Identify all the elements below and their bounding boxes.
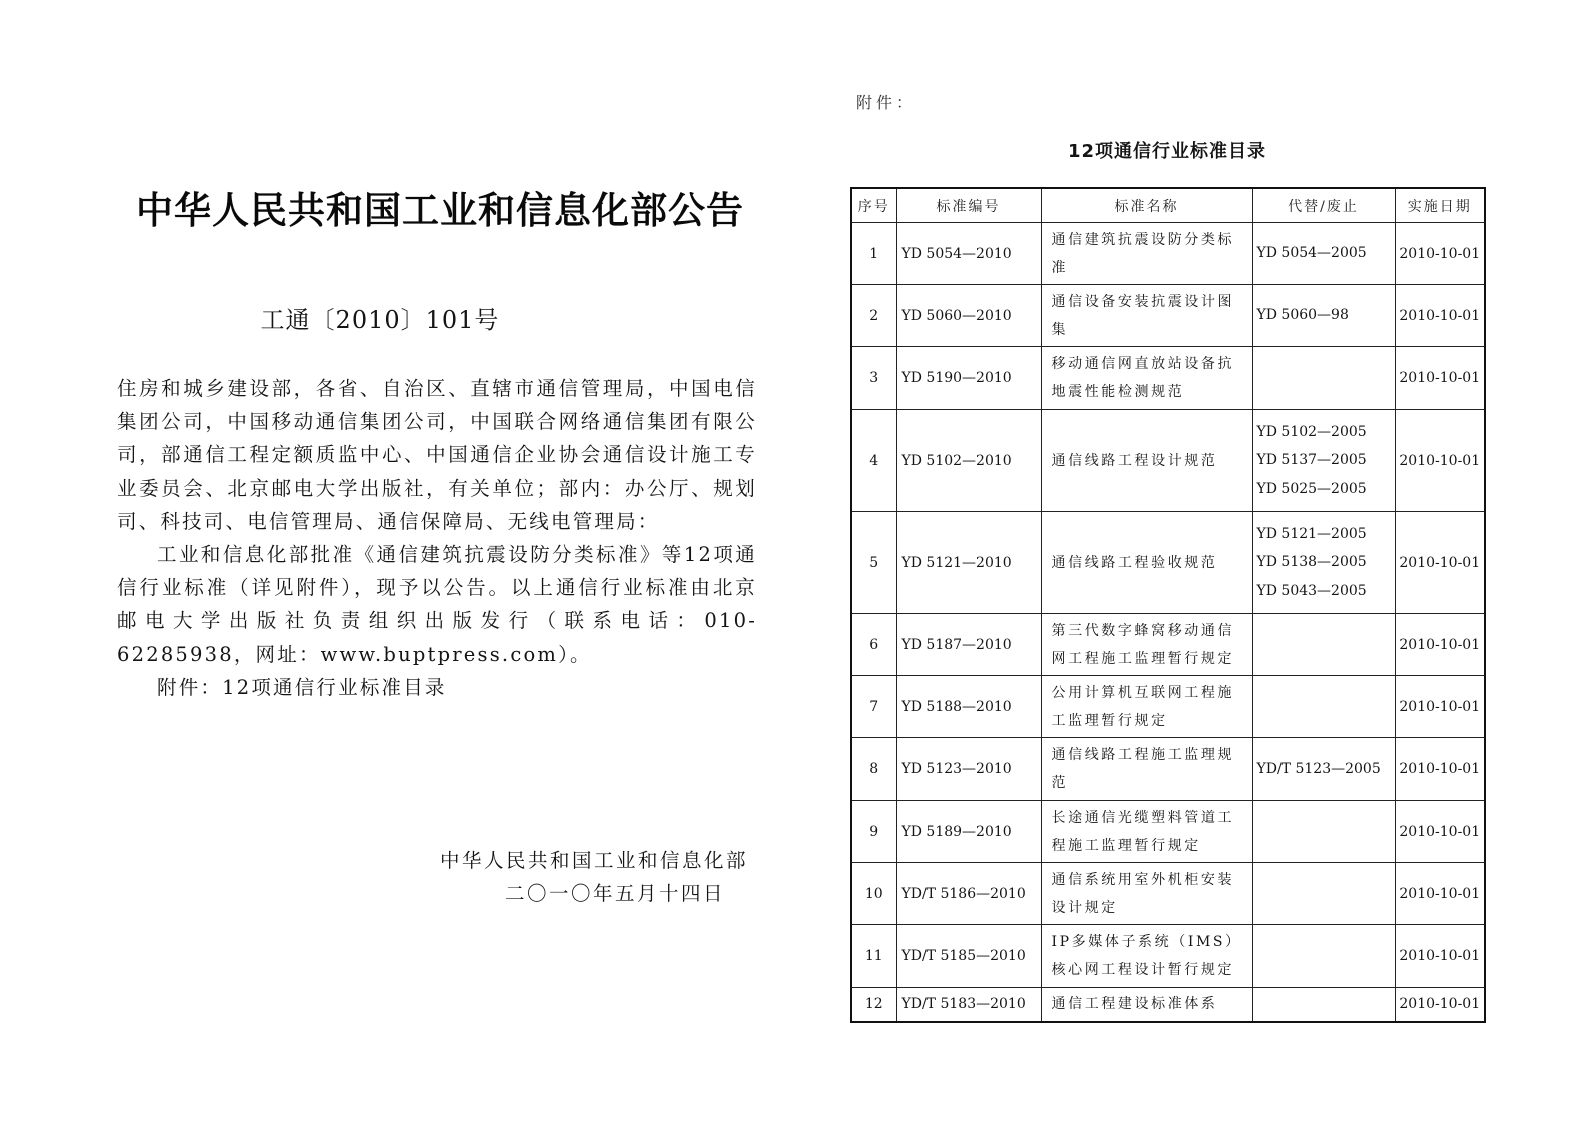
table-row <box>851 863 1485 925</box>
cell-code: YD/T 5183—2010 <box>896 988 1041 1022</box>
cell-name: 移动通信网直放站设备抗地震性能检测规范 <box>1041 347 1252 410</box>
table-row <box>851 285 1485 347</box>
cell-no: 11 <box>851 925 896 988</box>
replaced-standard: YD 5054—2005 <box>1256 245 1367 262</box>
cell-replaces <box>1252 863 1395 925</box>
cell-replaces <box>1252 410 1395 512</box>
standards-table <box>850 187 1486 1023</box>
cell-date: 2010-10-01 <box>1395 925 1485 988</box>
cell-date: 2010-10-01 <box>1395 614 1485 676</box>
cell-code: YD 5190—2010 <box>896 347 1041 410</box>
cell-no: 10 <box>851 863 896 925</box>
cell-date: 2010-10-01 <box>1395 801 1485 863</box>
table-row <box>851 738 1485 801</box>
cell-code: YD 5187—2010 <box>896 614 1041 676</box>
cell-replaces <box>1252 512 1395 614</box>
table-row <box>851 988 1485 1022</box>
cell-replaces <box>1252 676 1395 738</box>
cell-no: 6 <box>851 614 896 676</box>
page-title: 中华人民共和国工业和信息化部公告 <box>136 189 744 232</box>
replaced-standard: YD 5102—2005 <box>1256 423 1367 440</box>
replaced-standard: YD/T 5123—2005 <box>1256 760 1381 777</box>
cell-code: YD 5054—2010 <box>896 223 1041 285</box>
cell-replaces <box>1252 738 1395 801</box>
replaced-standard: YD 5043—2005 <box>1256 582 1367 599</box>
cell-replaces <box>1252 223 1395 285</box>
attachment-note: 附件：12项通信行业标准目录 <box>157 675 447 699</box>
table-row <box>851 676 1485 738</box>
cell-name: 通信系统用室外机柜安装设计规定 <box>1041 863 1252 925</box>
cell-name: 通信设备安装抗震设计图集 <box>1041 285 1252 347</box>
cell-name: IP多媒体子系统（IMS）核心网工程设计暂行规定 <box>1041 925 1252 988</box>
header-replaces: 代替/废止 <box>1252 188 1395 223</box>
table-row <box>851 347 1485 410</box>
cell-name: 通信工程建设标准体系 <box>1041 988 1252 1022</box>
cell-code: YD 5189—2010 <box>896 801 1041 863</box>
main-paragraph: 工业和信息化部批准《通信建筑抗震设防分类标准》等12项通信行业标准（详见附件），现予以公告。以上通信行业标准由北京邮电大学出版社负责组织出版发行（联系电话：010-62285938，网址：www.buptpress.com）。 <box>117 543 757 666</box>
header-code: 标准编号 <box>896 188 1041 223</box>
cell-code: YD/T 5186—2010 <box>896 863 1041 925</box>
issue-date: 二〇一〇年五月十四日 <box>505 882 726 905</box>
cell-no: 9 <box>851 801 896 863</box>
table-row <box>851 801 1485 863</box>
cell-replaces <box>1252 925 1395 988</box>
cell-replaces <box>1252 988 1395 1022</box>
cell-replaces <box>1252 614 1395 676</box>
header-date: 实施日期 <box>1395 188 1485 223</box>
header-name: 标准名称 <box>1041 188 1252 223</box>
replaced-standard: YD 5137—2005 <box>1256 452 1367 469</box>
cell-replaces <box>1252 801 1395 863</box>
table-row <box>851 614 1485 676</box>
cell-date: 2010-10-01 <box>1395 738 1485 801</box>
cell-date: 2010-10-01 <box>1395 676 1485 738</box>
cell-no: 2 <box>851 285 896 347</box>
table-row <box>851 512 1485 614</box>
table-row <box>851 925 1485 988</box>
cell-name: 通信建筑抗震设防分类标准 <box>1041 223 1252 285</box>
replaced-standard: YD 5060—98 <box>1256 307 1349 324</box>
cell-date: 2010-10-01 <box>1395 223 1485 285</box>
cell-name: 通信线路工程设计规范 <box>1041 410 1252 512</box>
cell-no: 5 <box>851 512 896 614</box>
cell-code: YD 5121—2010 <box>896 512 1041 614</box>
cell-replaces <box>1252 285 1395 347</box>
table-row <box>851 410 1485 512</box>
cell-date: 2010-10-01 <box>1395 347 1485 410</box>
cell-code: YD 5102—2010 <box>896 410 1041 512</box>
cell-date: 2010-10-01 <box>1395 285 1485 347</box>
replaced-standard: YD 5025—2005 <box>1256 480 1367 497</box>
cell-name: 通信线路工程施工监理规范 <box>1041 738 1252 801</box>
addressees-paragraph: 住房和城乡建设部，各省、自治区、直辖市通信管理局，中国电信集团公司，中国移动通信集团公司，中国联合网络通信集团有限公司，部通信工程定额质监中心、中国通信企业协会通信设计施工专业委员会、北京邮电大学出版社，有关单位；部内：办公厅、规划司、科技司、电信管理局、通信保障局、无线电管理局： <box>117 377 757 533</box>
table-header-row <box>851 188 1485 223</box>
announcement-body <box>117 372 757 704</box>
cell-no: 3 <box>851 347 896 410</box>
header-no: 序号 <box>851 188 896 223</box>
cell-no: 1 <box>851 223 896 285</box>
cell-name: 公用计算机互联网工程施工监理暂行规定 <box>1041 676 1252 738</box>
cell-no: 7 <box>851 676 896 738</box>
document-number: 工通〔2010〕101号 <box>260 306 500 334</box>
cell-code: YD/T 5185—2010 <box>896 925 1041 988</box>
replaced-standard: YD 5138—2005 <box>1256 554 1367 571</box>
cell-name: 通信线路工程验收规范 <box>1041 512 1252 614</box>
attachment-label: 附件： <box>856 93 917 112</box>
cell-code: YD 5060—2010 <box>896 285 1041 347</box>
cell-replaces <box>1252 347 1395 410</box>
cell-code: YD 5123—2010 <box>896 738 1041 801</box>
cell-no: 12 <box>851 988 896 1022</box>
cell-code: YD 5188—2010 <box>896 676 1041 738</box>
cell-name: 长途通信光缆塑料管道工程施工监理暂行规定 <box>1041 801 1252 863</box>
issuer-signature: 中华人民共和国工业和信息化部 <box>440 849 749 872</box>
cell-date: 2010-10-01 <box>1395 410 1485 512</box>
replaced-standard: YD 5121—2005 <box>1256 525 1367 542</box>
cell-date: 2010-10-01 <box>1395 512 1485 614</box>
table-title: 12项通信行业标准目录 <box>1067 141 1267 162</box>
cell-name: 第三代数字蜂窝移动通信网工程施工监理暂行规定 <box>1041 614 1252 676</box>
cell-date: 2010-10-01 <box>1395 988 1485 1022</box>
cell-no: 8 <box>851 738 896 801</box>
cell-date: 2010-10-01 <box>1395 863 1485 925</box>
table-row <box>851 223 1485 285</box>
cell-no: 4 <box>851 410 896 512</box>
